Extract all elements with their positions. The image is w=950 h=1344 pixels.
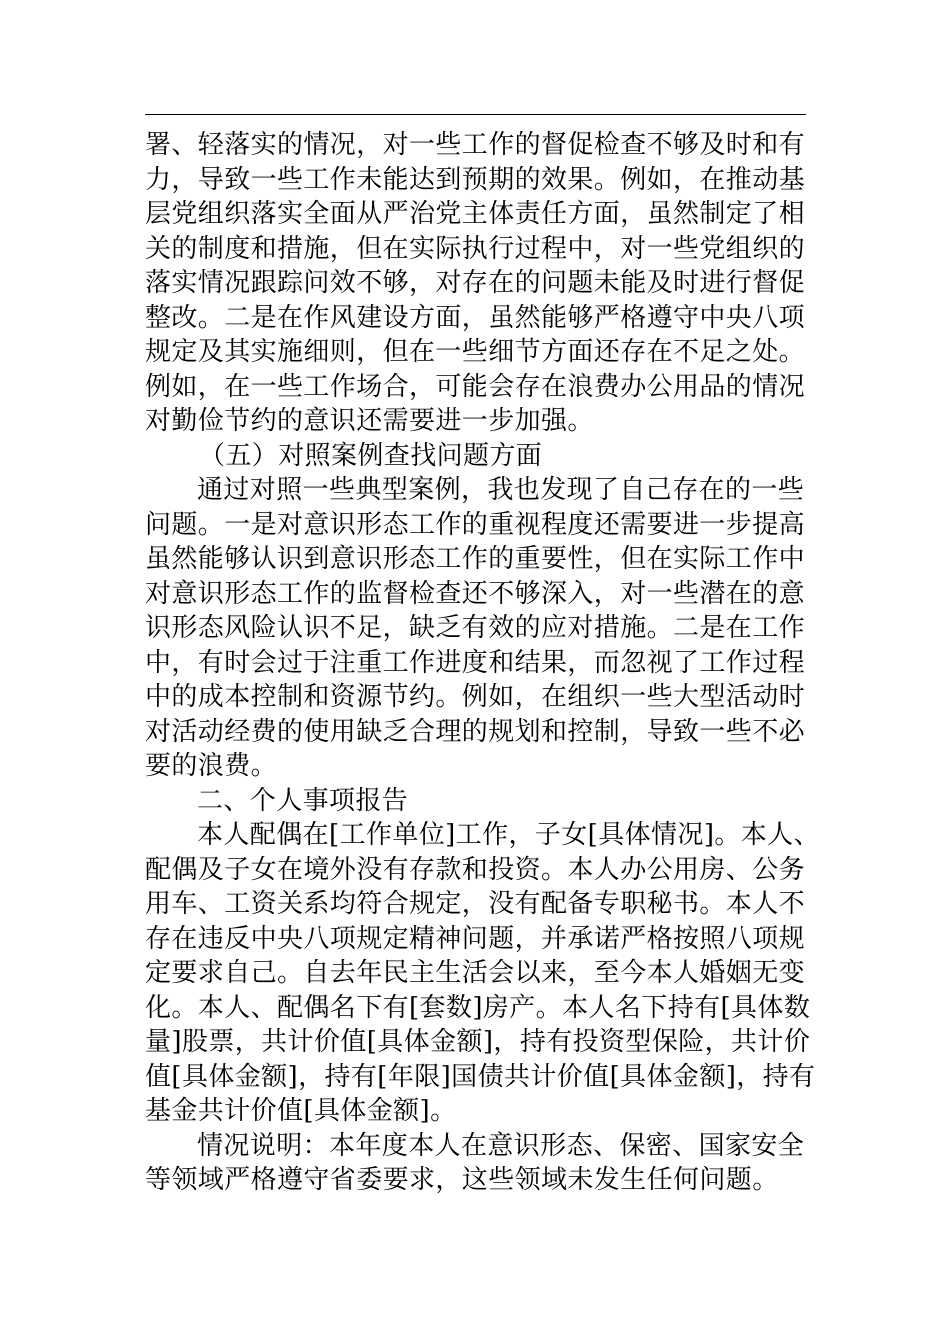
section-heading: 二、个人事项报告 — [197, 785, 409, 816]
text-line: 等领域严格遵守省委要求，这些领域未发生任何问题。 — [145, 1165, 779, 1195]
text-line: 配偶及子女在境外没有存款和投资。本人办公用房、公务 — [145, 854, 806, 885]
text-line: 值[具体金额]，持有[年限]国债共计价值[具体金额]，持有 — [145, 1061, 816, 1092]
text-line: 要的浪费。 — [145, 751, 278, 781]
text-line: 整改。二是在作风建设方面，虽然能够严格遵守中央八项 — [145, 302, 806, 333]
text-line: 对勤俭节约的意识还需要进一步加强。 — [145, 406, 594, 436]
header-rule — [145, 114, 806, 115]
text-line: 署、轻落实的情况，对一些工作的督促检查不够及时和有 — [145, 130, 806, 160]
text-line: 本人配偶在[工作单位]工作，子女[具体情况]。本人、 — [197, 820, 820, 850]
text-line: 通过对照一些典型案例，我也发现了自己存在的一些 — [197, 475, 805, 505]
paragraph-case-review — [145, 473, 806, 784]
text-line: 用车、工资关系均符合规定，没有配备专职秘书。本人不 — [145, 889, 806, 919]
text-line: 识形态风险认识不足，缺乏有效的应对措施。二是在工作 — [145, 613, 806, 643]
text-line: 问题。一是对意识形态工作的重视程度还需要进一步提高 — [145, 509, 806, 540]
text-line: 情况说明：本年度本人在意识形态、保密、国家安全 — [197, 1130, 805, 1161]
paragraph-continued — [145, 128, 806, 439]
text-line: 存在违反中央八项规定精神问题，并承诺严格按照八项规 — [145, 923, 806, 954]
text-line: 虽然能够认识到意识形态工作的重要性，但在实际工作中 — [145, 544, 806, 574]
text-line: 定要求自己。自去年民主生活会以来，至今本人婚姻无变 — [145, 958, 806, 988]
text-line: 力，导致一些工作未能达到预期的效果。例如，在推动基 — [145, 164, 806, 195]
text-line: 规定及其实施细则，但在一些细节方面还存在不足之处。 — [145, 337, 806, 367]
paragraph-statement — [145, 1129, 806, 1198]
section-heading-personal-matters — [145, 784, 806, 819]
section-heading-case-review — [145, 439, 806, 474]
text-line: 化。本人、配偶名下有[套数]房产。本人名下持有[具体数 — [145, 992, 811, 1023]
text-line: 落实情况跟踪问效不够，对存在的问题未能及时进行督促 — [145, 268, 806, 298]
text-line: 中，有时会过于注重工作进度和结果，而忽视了工作过程 — [145, 647, 806, 678]
text-line: 中的成本控制和资源节约。例如，在组织一些大型活动时 — [145, 682, 806, 712]
text-line: 对活动经费的使用缺乏合理的规划和控制，导致一些不必 — [145, 716, 806, 747]
text-line: 关的制度和措施，但在实际执行过程中，对一些党组织的 — [145, 233, 806, 264]
text-line: 层党组织落实全面从严治党主体责任方面，虽然制定了相 — [145, 199, 806, 229]
paragraph-personal-matters — [145, 818, 820, 1129]
document-body — [145, 128, 820, 1198]
text-line: 基金共计价值[具体金额]。 — [145, 1096, 457, 1126]
section-heading: （五）对照案例查找问题方面 — [199, 440, 543, 471]
text-line: 对意识形态工作的监督检查还不够深入，对一些潜在的意 — [145, 578, 806, 609]
text-line: 例如，在一些工作场合，可能会存在浪费办公用品的情况 — [145, 371, 806, 402]
text-line: 量]股票，共计价值[具体金额]，持有投资型保险，共计价 — [145, 1027, 811, 1057]
